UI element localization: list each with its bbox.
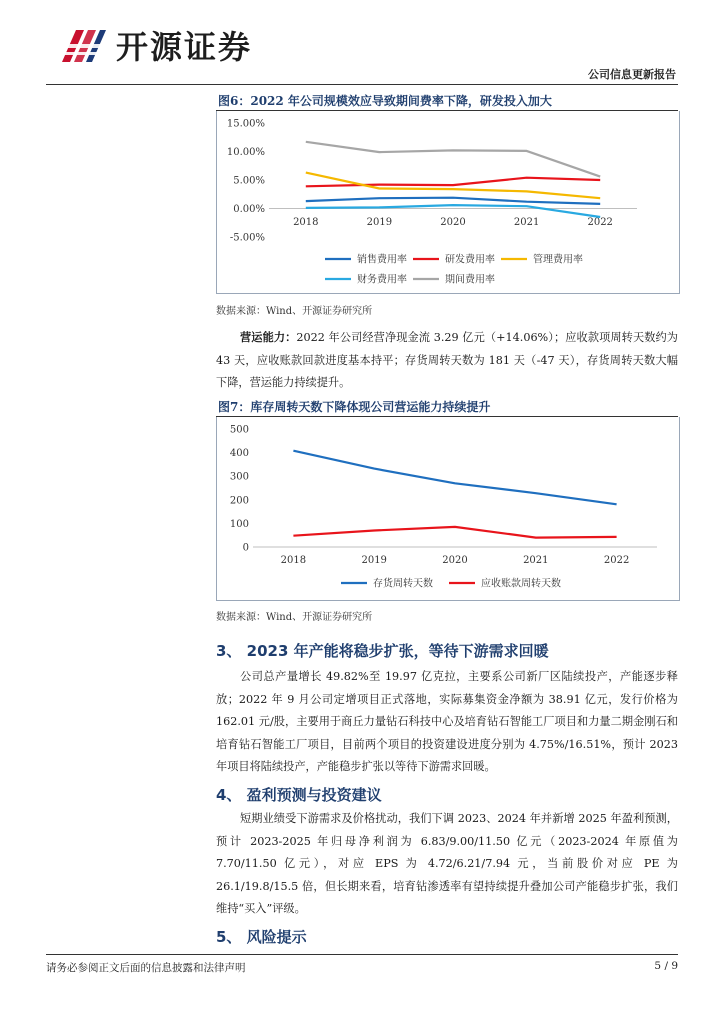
fig7-x-tick-label: 2021	[523, 555, 549, 566]
figure7-chart	[217, 417, 679, 600]
page-number: 5 / 9	[654, 960, 678, 972]
fig6-x-tick-label: 2020	[440, 217, 466, 228]
fig7-series-line-0	[293, 451, 616, 505]
fig6-series-line-4	[306, 142, 600, 177]
fig6-x-tick-label: 2019	[366, 217, 393, 228]
fig7-legend-label: 应收账款周转天数	[481, 578, 561, 590]
fig6-legend-label: 销售费用率	[357, 254, 407, 266]
fig7-x-tick-label: 2018	[280, 555, 307, 566]
figure6-chart	[217, 111, 679, 293]
fig7-x-tick-label: 2022	[603, 555, 630, 566]
operations-text: 2022 年公司经营净现金流 3.29 亿元（+14.06%）；应收款项周转天数约为 43 天，应收账款回款进度基本持平；存货周转天数为 181 天（-47 天），存货周转天数大幅下降，营运能力持续提升。	[216, 331, 678, 389]
fig6-y-tick-label: 5.00%	[233, 175, 265, 187]
fig6-y-tick-label: 15.00%	[226, 118, 265, 130]
fig7-x-tick-label: 2020	[442, 555, 468, 566]
company-name: 开源证券	[116, 28, 253, 66]
fig6-legend-label: 期间费用率	[445, 274, 495, 286]
fig7-x-tick-label: 2019	[361, 555, 387, 566]
company-logo-icon	[58, 24, 108, 68]
fig7-series-line-1	[293, 527, 616, 538]
footer-disclaimer: 请务必参阅正文后面的信息披露和法律声明	[46, 962, 246, 974]
operations-label: 营运能力：	[240, 330, 297, 344]
fig6-y-tick-label: -5.00%	[229, 232, 265, 244]
figure7-frame	[216, 417, 680, 601]
operations-paragraph	[216, 326, 678, 395]
fig7-y-tick-label: 500	[229, 424, 249, 436]
fig7-legend-label: 存货周转天数	[373, 578, 433, 590]
fig6-y-tick-label: 10.00%	[226, 147, 265, 158]
fig7-y-tick-label: 200	[229, 495, 249, 507]
header-rule	[46, 84, 678, 85]
figure7-title: 图7：库存周转天数下降体现公司营运能力持续提升	[218, 400, 491, 414]
figure6-source: 数据来源：Wind、开源证券研究所	[216, 306, 373, 317]
fig6-legend-label: 管理费用率	[533, 254, 583, 266]
fig6-series-line-3	[306, 205, 600, 217]
figure6-title: 图6：2022 年公司规模效应导致期间费率下降，研发投入加大	[218, 94, 552, 108]
fig6-y-tick-label: 0.00%	[233, 204, 265, 215]
section3-heading: 3、 2023 年产能将稳步扩张，等待下游需求回暖	[216, 642, 549, 660]
figure6-frame	[216, 111, 680, 294]
fig7-y-tick-label: 100	[229, 518, 249, 530]
fig6-legend-label: 财务费用率	[357, 274, 407, 286]
figure7-source: 数据来源：Wind、开源证券研究所	[216, 612, 373, 623]
fig6-legend-label: 研发费用率	[445, 254, 495, 266]
fig6-x-tick-label: 2021	[513, 217, 540, 228]
fig7-y-tick-label: 400	[229, 448, 249, 460]
footer-rule	[46, 954, 678, 955]
fig6-x-tick-label: 2022	[587, 217, 613, 228]
fig7-y-tick-label: 0	[242, 542, 249, 554]
section4-paragraph: 短期业绩受下游需求及价格扰动，我们下调 2023、2024 年并新增 2025 年盈利预测，预计 2023-2025 年归母净利润为 6.83/9.00/11.50 亿元（2023-2024 年原值为 7.70/11.50 亿元），对应 EPS 为 4.72/6.21/7.94 元，当前股价对应 PE 为 26.1/19.8/15.5 倍，但长期来看，培育钻渗透率有望持续提升叠加公司产能稳步扩张，我们维持“买入”评级。	[216, 812, 678, 915]
fig6-x-tick-label: 2018	[293, 217, 319, 228]
fig7-y-tick-label: 300	[229, 471, 249, 483]
fig6-series-line-0	[306, 198, 600, 204]
section5-heading: 5、 风险提示	[216, 928, 307, 946]
section4-heading: 4、 盈利预测与投资建议	[216, 786, 382, 804]
report-type: 公司信息更新报告	[588, 68, 676, 81]
section3-paragraph: 公司总产量增长 49.82%至 19.97 亿克拉，主要系公司新厂区陆续投产，产能逐步释放；2022 年 9 月公司定增项目正式落地，实际募集资金净额为 38.91 亿元，发行价格为 162.01 元/股，主要用于商丘力量钻石科技中心及培育钻石智能工厂项目和力量二期金刚石和培育钻石智能工厂项目，目前两个项目的投资建设进度分别为 4.75%/16.51%，预计 2023 年项目将陆续投产，产能稳步扩张以等待下游需求回暖。	[216, 670, 678, 773]
